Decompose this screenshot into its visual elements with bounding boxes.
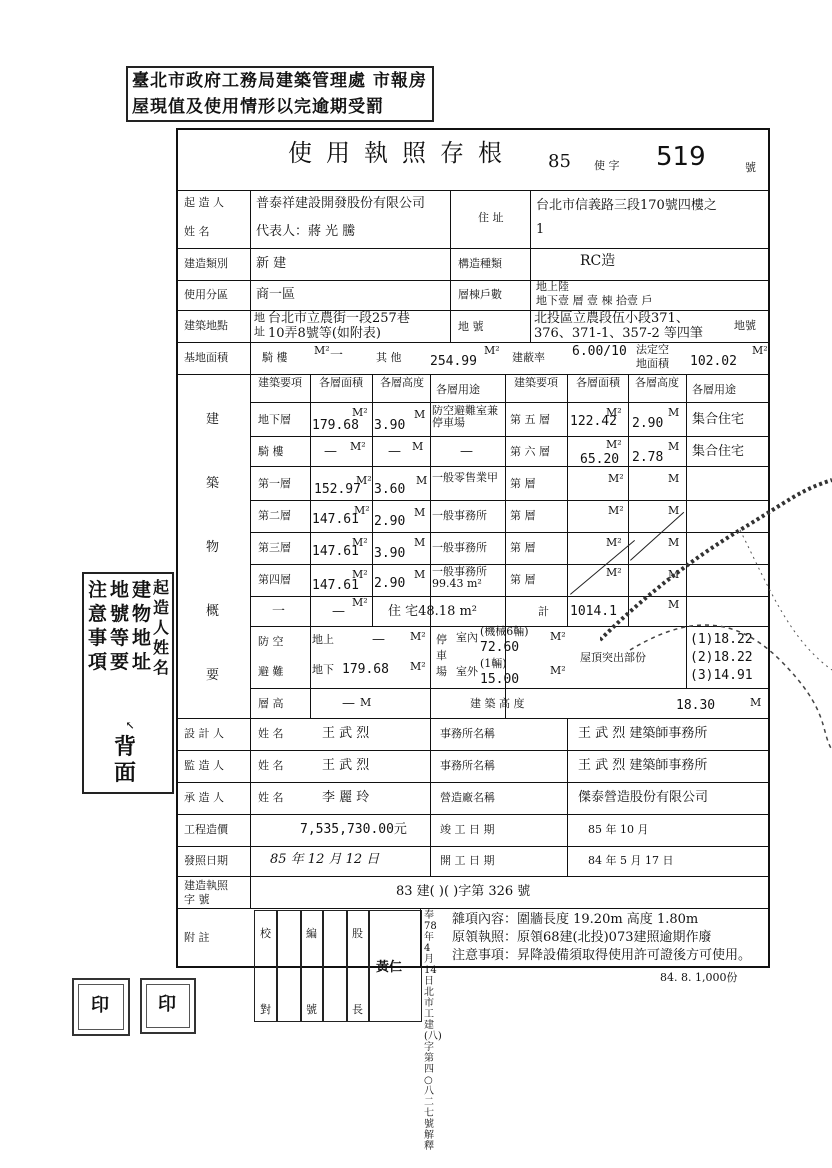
unit-m2: M² [410,630,426,643]
permit-label-1: 建造執照 [184,879,228,892]
unit-m2: M² [752,344,768,357]
col-rule [372,374,373,626]
unit-m2: M² [606,438,622,451]
shelter-above-label: 地上 [312,633,334,646]
col-rule [530,190,531,342]
floor-use: 一般事務所 [432,509,487,522]
side-note-col: 地號等要 [110,579,130,673]
floor-area: 147.61 [312,578,359,593]
coverage-label: 建蔽率 [512,351,545,364]
total-value: 1014.1 [570,604,617,619]
shelter-label-b: 避 難 [258,665,284,678]
unit-m: M [414,506,426,519]
coverage-value: 6.00/10 [572,344,627,359]
floor-area: 147.61 [312,544,359,559]
unit-m2: M² [608,472,624,485]
site-side-label: 地址 [254,311,265,338]
unit-m2: M² [608,504,624,517]
supervisor-name: 王 武 烈 [322,758,370,773]
col-header-area: 各層面積 [576,376,620,389]
rule [250,436,770,437]
floor-height: — [388,444,401,459]
builder-label: 起 造 人 [184,196,224,209]
start-date: 84 年 5 月 17 日 [588,854,674,867]
issue-label: 發照日期 [184,854,228,867]
stamp-label: 對 [260,1003,271,1016]
col-rule [450,190,451,342]
unit-m2: M² [606,406,622,419]
floor-height: 2.90 [632,416,664,431]
other-value: 254.99 [430,354,477,369]
building-height-label: 建 築 高 度 [470,697,525,710]
parking-indoor-count: (機械6輛) [480,625,529,638]
col-rule [430,374,431,718]
designer-role: 設 計 人 [184,727,224,740]
floors-label: 層棟戶數 [458,288,502,301]
unit-m: M [668,536,680,549]
unit-m2: M² [484,344,500,357]
floor-height: 3.90 [374,546,406,561]
zone-value: 商一區 [256,287,296,302]
floors-line2: 地下壹 層 壹 棟 拾壹 戶 [536,294,653,307]
rule [176,846,770,847]
build-type-value: 新 建 [256,256,287,271]
shelter-above-value: — [372,632,385,647]
floor-use: — [460,444,473,459]
rule [176,782,770,783]
unit-m2: M² [352,406,368,419]
floor-name: 第 六 層 [510,445,550,458]
floor-height: 3.60 [374,482,406,497]
floor-height: 2.90 [374,514,406,529]
unit-m: M [414,568,426,581]
open-label-2: 地面積 [636,357,669,370]
cost-label: 工程造價 [184,823,228,836]
form-title: 使用執照存根 [288,139,516,167]
floor-name: 第 層 [510,477,536,490]
col-header-use: 各層用途 [436,383,480,396]
cost-value: 7,535,730.00元 [300,822,407,837]
unit-m: M [668,406,680,419]
lot-label: 地 號 [458,320,484,333]
shelter-below-value: 179.68 [342,662,389,677]
parking-indoor-label: 室內 [456,631,478,644]
side-note-box [82,572,174,794]
unit-m2: M² [352,596,368,609]
site-address-1: 台北市立農街一段257巷 [268,311,410,326]
seal-stamp-right [140,978,196,1034]
supervisor-role: 監 造 人 [184,759,224,772]
address-label: 住 址 [478,211,504,224]
floor-name: 第四層 [258,573,291,586]
unit-m: M [414,408,426,421]
unit-m2: M² [550,664,566,677]
stamp-label: 校 [260,927,271,940]
lot-suffix: 地號 [734,319,756,332]
builder-address-2: 1 [536,222,545,237]
side-note-back: 背面 [114,734,137,786]
unit-m2: M² [356,474,372,487]
section-char: 建 [206,412,220,427]
floor-height: 2.78 [632,450,664,465]
top-stamp [126,66,434,122]
contractor-office-label: 營造廠名稱 [440,791,495,804]
storey-height-value: — [342,696,355,711]
arcade-label: 騎 樓 [262,351,288,364]
open-value: 102.02 [690,354,737,369]
unit-m2: M² [352,568,368,581]
notes-label: 附 註 [184,931,210,944]
floor-use: 集合住宅 [692,412,745,427]
side-note-col: 起造人姓名 [152,578,169,677]
rule [176,814,770,815]
floor-height: 3.90 [374,418,406,433]
supervisor-name-label: 姓 名 [258,759,284,772]
unit-m2: M² [410,660,426,673]
print-note: 84. 8. 1,000份 [660,971,738,984]
side-note-col: 注意事項 [88,579,108,673]
floor-area: 65.20 [580,452,620,467]
unit-m: M [750,696,762,709]
unit-m: M [668,598,680,611]
unit-m: M [668,504,680,517]
zone-label: 使用分區 [184,288,228,301]
seal-text: 印 [158,994,176,1015]
floor-area: 179.68 [312,418,359,433]
floor-name: 騎 樓 [258,445,284,458]
structure-value: RC造 [580,253,616,269]
stamp-label: 編 [306,927,317,940]
contractor-name: 李 麗 玲 [322,790,370,805]
completion-date: 85 年 10 月 [588,823,649,836]
unit-m2: M² [314,344,330,357]
side-note-mark: ↖ [125,719,135,732]
rule [176,342,770,343]
unit-m2: M² [350,440,366,453]
total-a: 一 [272,604,286,619]
arcade-value: 一 [330,348,344,363]
floor-area: 147.61 [312,512,359,527]
unit-m: M [416,474,428,487]
col-rule [430,718,431,814]
parking-indoor-value: 72.60 [480,640,520,655]
floors-line1: 地上陸 [536,280,569,293]
floor-use: 一般事務所 99.43 m² [432,565,487,590]
stamp-label: 長 [352,1003,363,1016]
floor-name: 第二層 [258,509,291,522]
notes-line3: 注意事項：昇降設備須取得使用許可證後方可使用。 [452,948,752,963]
notes-line1: 雜項內容：圍牆長度 19.20m 高度 1.80m [452,912,699,927]
base-area-label: 基地面積 [184,351,228,364]
rule [176,248,770,249]
build-type-label: 建造類別 [184,257,228,270]
col-header-item: 建築要項 [514,376,558,389]
shelter-below-label: 地下 [312,663,334,676]
floor-area: 122.42 [570,414,617,429]
completion-label: 竣 工 日 期 [440,823,495,836]
unit-m2: M² [550,630,566,643]
other-label: 其 他 [376,351,402,364]
rule [250,466,770,467]
building-height-value: 18.30 [676,698,716,713]
unit-m: M [414,536,426,549]
unit-m: M [412,440,424,453]
total-use: 住 宅48.18 m² [388,604,478,619]
seal-stamp-left [72,978,130,1036]
total-b: — [332,604,345,619]
site-label: 建築地點 [184,319,228,332]
site-address-2: 10弄8號等(如附表) [268,326,381,341]
structure-label: 構造種類 [458,257,502,270]
col-rule [250,190,251,908]
stamp-box [322,910,348,1022]
floor-use: 集合住宅 [692,444,745,459]
stamp-box [276,910,302,1022]
section-char: 要 [206,668,220,683]
storey-height-label: 層 高 [258,697,284,710]
top-stamp-line1: 臺北市政府工務局建築管理處 市報房 [132,71,427,91]
notes-vertical-text: 奉78年4月14日北市工建(八)字第四○八二七號解釋 [424,910,442,1152]
designer-name-label: 姓 名 [258,727,284,740]
supervisor-office-label: 事務所名稱 [440,759,495,772]
seal-text: 印 [91,995,109,1016]
unit-m: M [668,472,680,485]
contractor-name-label: 姓 名 [258,791,284,804]
floor-area: — [324,444,337,459]
floor-name: 第 層 [510,573,536,586]
section-char: 概 [206,604,220,619]
floor-name: 第一層 [258,477,291,490]
rule [250,402,770,403]
stamp-label: 股 [352,927,363,940]
contractor-role: 承 造 人 [184,791,224,804]
top-stamp-line2: 屋現值及使用情形以完逾期受罰 [132,97,384,117]
builder-company: 普泰祥建設開發股份有限公司 [256,196,426,211]
section-char: 物 [206,540,220,555]
col-rule [567,814,568,876]
designer-office: 王 武 烈 建築師事務所 [578,726,708,741]
total-label: 計 [538,605,549,618]
rule [176,190,770,191]
permit-number: 519 [656,142,706,172]
stamp-label: 號 [306,1003,317,1016]
shelter-label-a: 防 空 [258,635,284,648]
builder-rep: 代表人：蔣 光 騰 [256,224,356,239]
approver-signature: 黃仁 [376,960,403,975]
col-rule [310,374,311,718]
permit-word: 使 字 [594,159,620,172]
floor-name: 地下層 [258,413,291,426]
floor-name: 第 層 [510,541,536,554]
floor-area: 152.97 [314,482,361,497]
permit-value: 83 建( )( )字第 326 號 [396,884,531,899]
col-rule [567,718,568,814]
designer-name: 王 武 烈 [322,726,370,741]
floor-name: 第 五 層 [510,413,550,426]
supervisor-office: 王 武 烈 建築師事務所 [578,758,708,773]
permit-label-2: 字 號 [184,893,210,906]
roof-label: 屋頂突出部份 [580,651,646,664]
builder-address-1: 台北市信義路三段170號四樓之 [536,198,717,213]
parking-label: 停車場 [436,633,447,678]
rule [176,374,770,375]
col-header-area: 各層面積 [319,376,363,389]
unit-m: M [668,568,680,581]
floor-use: 一般事務所 [432,541,487,554]
col-header-height: 各層高度 [380,376,424,389]
issue-date: 85 年 12 月 12 日 [270,852,380,867]
unit-m2: M² [352,536,368,549]
notes-line2: 原領執照：原領68建(北投)073建照逾期作廢 [452,930,712,945]
floor-height: 2.90 [374,576,406,591]
col-rule [567,374,568,626]
side-note-col: 建物地址 [132,579,152,673]
rule [176,908,770,909]
designer-office-label: 事務所名稱 [440,727,495,740]
builder-name-label: 姓 名 [184,225,210,238]
section-char: 築 [206,476,220,491]
permit-year: 85 [548,151,571,172]
rule [176,280,770,281]
unit-m2: M² [606,536,622,549]
roof-v3: (3)14.91 [690,668,753,683]
col-header-item: 建築要項 [258,376,302,389]
open-label-1: 法定空 [636,343,669,356]
start-label: 開 工 日 期 [440,854,495,867]
contractor-office: 傑泰營造股份有限公司 [578,790,709,805]
parking-outdoor-count: (1輛) [480,657,507,670]
col-header-height: 各層高度 [635,376,679,389]
col-header-use: 各層用途 [692,383,736,396]
floor-use: 一般零售業甲 [432,471,498,484]
rule [176,876,770,877]
scan-scribble [600,470,832,770]
roof-v1: (1)18.22 [690,632,753,647]
floor-name: 第 層 [510,509,536,522]
unit-m: M [668,440,680,453]
permit-suffix: 號 [745,161,756,174]
col-rule [430,814,431,876]
floor-name: 第三層 [258,541,291,554]
parking-outdoor-value: 15.00 [480,672,520,687]
lot-line1: 北投區立農段伍小段371、 [534,311,689,326]
lot-line2: 376、371-1、357-2 等四筆 [534,326,703,341]
unit-m: M [360,696,372,709]
unit-m2: M² [606,566,622,579]
roof-v2: (2)18.22 [690,650,753,665]
parking-outdoor-label: 室外 [456,665,478,678]
unit-m2: M² [354,504,370,517]
floor-use: 防空避難室兼停車場 [432,404,498,429]
